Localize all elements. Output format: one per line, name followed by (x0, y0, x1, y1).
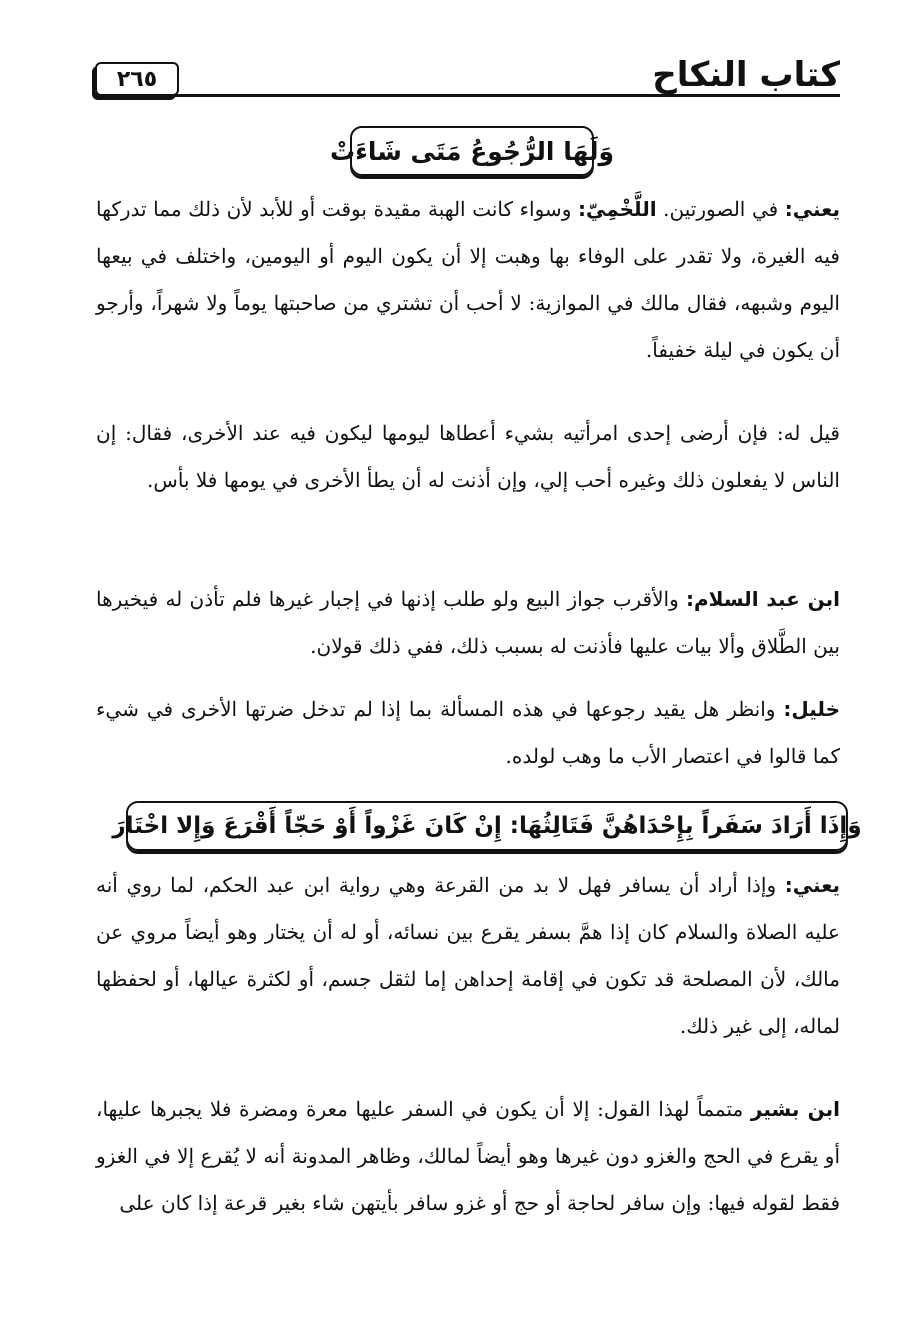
paragraph (96, 686, 840, 780)
paragraph (96, 186, 840, 374)
paragraph-text: وإذا أراد أن يسافر فهل لا بد من القرعة وهي رواية ابن عبد الحكم، لما روي أنه عليه الصلاة والسلام كان إذا همَّ بسفر يقرع بين نسائه، أو له أن يختار وهو أيضاً مروي عن مالك، لأن المصلحة قد تكون في إقامة إحداهن إما لثقل جسم، أو لكثرة عيالها، أو لحفظها لماله، إلى غير ذلك. (96, 873, 840, 1038)
speaker-label: اللَّخْمِيّ: (577, 197, 657, 221)
header-rule (95, 94, 840, 97)
book-title: كتاب النكاح (652, 55, 840, 95)
paragraph (96, 576, 840, 670)
paragraph-text: في الصورتين. (656, 197, 785, 221)
paragraph-text: متمماً لهذا القول: إلا أن يكون في السفر عليها معرة ومضرة فلا يجبرها عليها، أو يقرع في الحج والغزو دون غيرها وهو أيضاً لمالك، وظاهر المدونة أنه لا يُقرع إلا في الغزو فقط لقوله فيها: وإن سافر لحاجة أو حج أو غزو سافر بأيتهن شاء بغير قرعة إذا كان على (96, 1097, 841, 1215)
paragraph-text: قيل له: فإن أرضى إحدى امرأتيه بشيء أعطاها ليومها ليكون فيه عند الأخرى، فقال: إن الناس لا يفعلون ذلك وغيره أحب إلي، وإن أذنت له أن يطأ الأخرى في يومها فلا بأس. (96, 421, 840, 492)
speaker-label: يعني: (784, 197, 840, 221)
paragraph (96, 862, 840, 1050)
page-header (95, 48, 840, 104)
paragraph-text: وسواء كانت الهبة مقيدة بوقت أو للأبد لأن ذلك مما تدركها فيه الغيرة، ولا تقدر على الوفاء بها وهبت إلا أن يكون اليوم أو اليومين، واختلف في بيعها اليوم وشبهه، فقال مالك في الموازية: لا أحب أن تشتري من صاحبتها يوماً ولا شهراً، وأرجو أن يكون في ليلة خفيفاً. (96, 197, 840, 362)
speaker-label: يعني: (784, 873, 840, 897)
paragraph-text: وانظر هل يقيد رجوعها في هذه المسألة بما إذا لم تدخل ضرتها الأخرى في شيء كما قالوا في اعتصار الأب ما وهب لولده. (96, 697, 840, 768)
page-number: ٢٦٥ (95, 62, 179, 96)
speaker-label: خليل: (783, 697, 840, 721)
speaker-label: ابن بشير (750, 1097, 840, 1121)
speaker-label: ابن عبد السلام: (685, 587, 840, 611)
matn-box-2: وَإِذَا أَرَادَ سَفَراً بِإِحْدَاهُنَّ فَتَالِثُهَا: إِنْ كَانَ غَزْواً أَوْ حَجّاً أَقْرَعَ وَإِلا اخْتَارَ (126, 801, 848, 851)
paragraph (96, 1086, 840, 1227)
matn-box-1: وَلَهَا الرُّجُوعُ مَتَى شَاءَتْ (350, 126, 594, 176)
paragraph (96, 410, 840, 504)
paragraph-text: والأقرب جواز البيع ولو طلب إذنها في إجبار غيرها فلم تأذن له فيخيرها بين الطَّلاق وألا بيات عليها فأذنت له بسبب ذلك، ففي ذلك قولان. (96, 587, 840, 658)
